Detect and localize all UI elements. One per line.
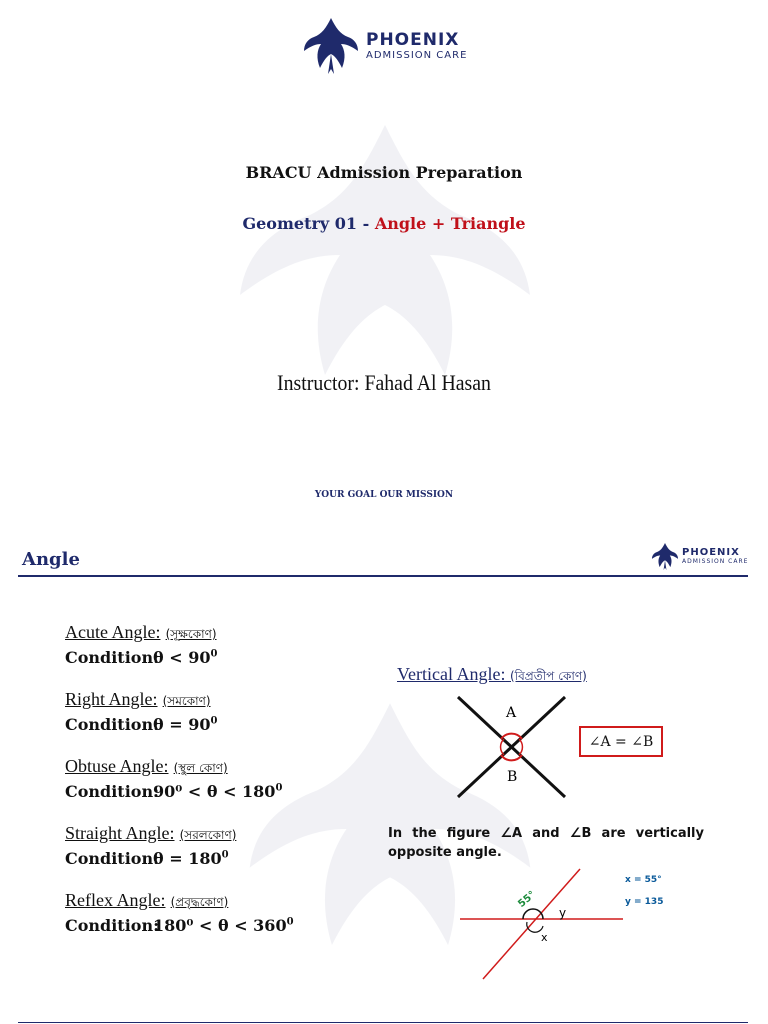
- condition-sup: 0: [221, 849, 229, 861]
- section-heading: Angle: [22, 549, 80, 570]
- angle-type-bengali: (প্রবৃদ্ধকোণ): [170, 895, 229, 909]
- angle-type-bengali: (সমকোণ): [162, 694, 211, 708]
- lecture-subtitle: [0, 214, 768, 233]
- phoenix-watermark-icon: [230, 105, 540, 405]
- answer-y: y = 135: [625, 897, 664, 907]
- angle-slide: [0, 519, 768, 1024]
- course-title: BRACU Admission Preparation: [245, 163, 523, 182]
- condition-sup: 0: [275, 782, 283, 794]
- motto: YOUR GOAL OUR MISSION: [314, 490, 454, 500]
- angle-condition: [65, 782, 282, 801]
- angle-type-name: Obtuse Angle:: [65, 756, 169, 776]
- brand-name-small: PHOENIX: [682, 547, 740, 558]
- angle-type-name: Acute Angle:: [65, 622, 161, 642]
- angle-type-bengali: (সরলকোণ): [179, 828, 237, 842]
- heading-divider: [18, 575, 748, 577]
- x-label: x: [541, 931, 548, 944]
- y-label: y: [559, 906, 567, 920]
- condition-expr: 90⁰ < θ < 180: [153, 782, 276, 801]
- label-a: A: [506, 705, 517, 721]
- instructor-name: Instructor: Fahad Al Hasan: [277, 370, 491, 395]
- example-diagram: [455, 864, 670, 984]
- acute-angle-block: [65, 622, 217, 667]
- obtuse-angle-block: [65, 756, 282, 801]
- condition-sup: 0: [210, 648, 218, 660]
- condition-expr: 180⁰ < θ < 360: [153, 916, 287, 935]
- right-angle-block: [65, 689, 217, 734]
- condition-label: Condition:: [65, 849, 159, 868]
- answer-x: x = 55°: [625, 875, 662, 885]
- brand-logo: [302, 14, 467, 76]
- footer-divider: [18, 1022, 748, 1023]
- brand-tagline: ADMISSION CARE: [366, 49, 468, 61]
- equation-box: ∠A = ∠B: [579, 726, 663, 757]
- angle-type-bengali: (সূক্ষকোণ): [165, 627, 217, 641]
- angle-condition: [65, 715, 217, 734]
- subtitle-separator: -: [357, 214, 375, 233]
- vertical-angle-name: Vertical Angle:: [397, 664, 506, 684]
- condition-expr: θ < 90: [153, 648, 211, 667]
- angle-condition: [65, 849, 236, 868]
- vertical-angle-diagram: [450, 689, 575, 801]
- condition-label: Condition:: [65, 715, 159, 734]
- figure-description: In the figure ∠A and ∠B are vertically opposite angle.: [388, 826, 704, 860]
- angle-type-name: Right Angle:: [65, 689, 158, 709]
- condition-label: Condition:: [65, 648, 159, 667]
- condition-sup: 0: [286, 916, 294, 928]
- angle-type-name: Straight Angle:: [65, 823, 175, 843]
- condition-expr: θ = 180: [153, 849, 222, 868]
- brand-logo-small: [651, 541, 748, 571]
- vertical-angle-title: [397, 664, 587, 688]
- subtitle-part2: Angle + Triangle: [374, 214, 526, 233]
- straight-angle-block: [65, 823, 236, 868]
- angle-condition: [65, 648, 217, 667]
- condition-expr: θ = 90: [153, 715, 211, 734]
- phoenix-logo-icon: [302, 14, 360, 76]
- subtitle-part1: Geometry 01: [242, 214, 358, 233]
- angle-type-bengali: (স্থুল কোণ): [173, 761, 228, 775]
- condition-label: Condition:: [65, 782, 159, 801]
- brand-name: PHOENIX: [366, 29, 460, 50]
- label-b: B: [507, 769, 518, 785]
- angle-55-label: 55°: [516, 889, 538, 910]
- phoenix-logo-icon: [651, 541, 679, 571]
- brand-tagline-small: ADMISSION CARE: [682, 558, 749, 565]
- condition-label: Condition:: [65, 916, 159, 935]
- reflex-angle-block: [65, 890, 294, 935]
- angle-condition: [65, 916, 294, 935]
- condition-sup: 0: [210, 715, 218, 727]
- vertical-angle-bengali: (বিপ্রতীপ কোণ): [509, 669, 587, 683]
- angle-type-name: Reflex Angle:: [65, 890, 166, 910]
- slanted-line: [483, 869, 580, 979]
